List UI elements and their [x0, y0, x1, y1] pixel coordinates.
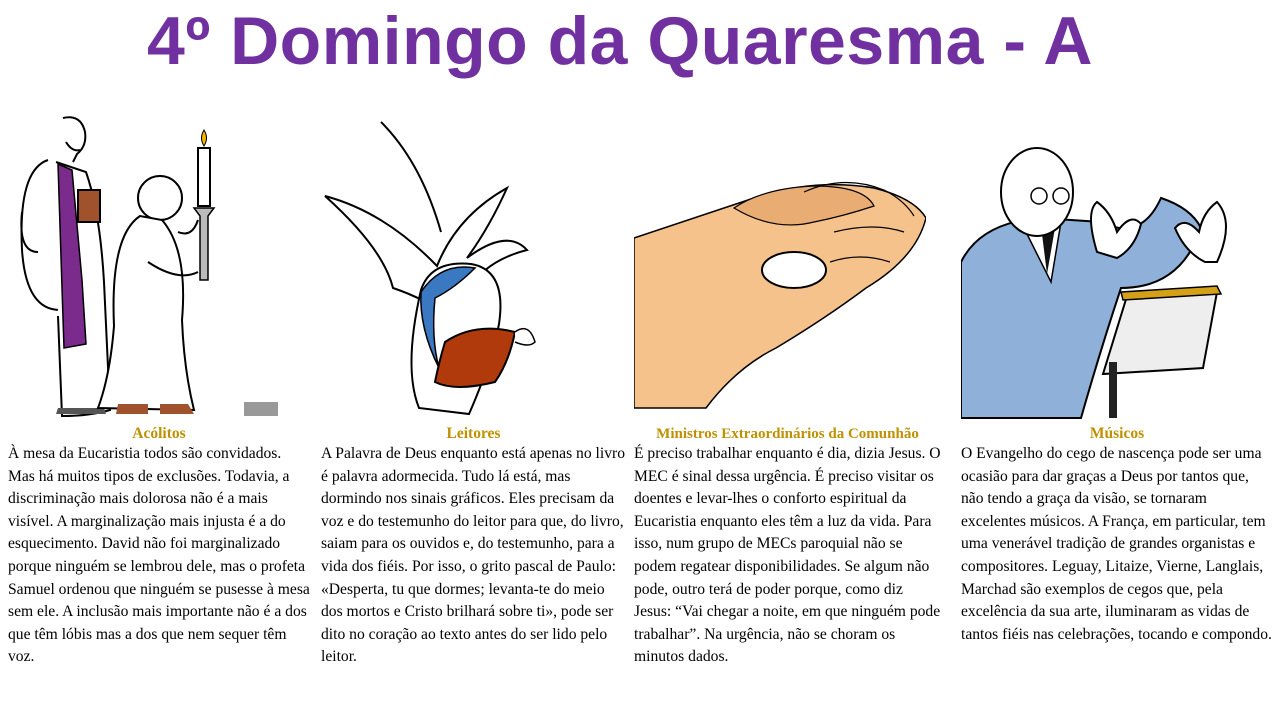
reader-illustration: [321, 112, 571, 422]
section-text: A Palavra de Deus enquanto está apenas no livro é palavra adormecida. Tudo lá está, mas dormindo nos sinais gráficos. Eles precisam da voz e do testemunho do leitor para que, do livro, saiam para os ouvidos e, do testemunho, para a vida dos fiéis. Por isso, o grito pascal de Paulo: «Desperta, tu que dormes; levanta-te do meio dos mortos e Cristo brilhará sobre ti», pode ser dito no coração ao texto antes do ser lido pelo leitor.: [321, 445, 625, 666]
organist-illustration: [961, 112, 1251, 422]
section-text: O Evangelho do cego de nascença pode ser uma ocasião para dar graças a Deus por tantos que, não tendo a graça da visão, se tornaram excelentes músicos. A França, em particular, tem uma venerável tradição de grandes organistas e compositores. Leguay, Litaize, Vierne, Langlais, Marchad são exemplos de cegos que, pela excelência da sua arte, iluminaram as vidas de tantos fiéis nas celebrações, tocando e compondo.: [961, 445, 1272, 643]
section-heading: Leitores: [446, 425, 501, 442]
section-text: À mesa da Eucaristia todos são convidados. Mas há muitos tipos de exclusões. Todavia, a discriminação mais dolorosa não é a mais visível. A marginalização mais injusta é a do esquecimento. David não foi marginalizado porque ninguém se lembrou dele, mas o profeta Samuel ordenou que ninguém se pusesse à mesa sem ele. A inclusão mais importante não é a dos que têm lóbis mas a dos que nem sequer têm voz.: [8, 445, 310, 666]
section-heading: Acólitos: [132, 425, 186, 442]
page-title: 4º Domingo da Quaresma - A: [147, 3, 1093, 79]
section-heading: Músicos: [1089, 425, 1145, 442]
section-text: É preciso trabalhar enquanto é dia, dizia Jesus. O MEC é sinal dessa urgência. É preciso visitar os doentes e levar-lhes o conforto espiritual da Eucaristia enquanto eles têm a luz da vida. Para isso, num grupo de MECs paroquial não se podem regatear disponibilidades. Se algum não pode, outro terá de poder porque, como diz Jesus: “Vai chegar a noite, em que ninguém pode trabalhar”. Na urgência, não se choram os minutos dados.: [634, 445, 941, 666]
acolytes-illustration: [8, 112, 278, 422]
section-leitores: [321, 112, 626, 718]
section-ministros: [634, 112, 941, 718]
section-acolitos: [8, 112, 310, 718]
section-heading: Ministros Extraordinários da Comunhão: [656, 426, 919, 442]
section-musicos: [961, 112, 1273, 718]
hands-host-illustration: [634, 112, 926, 422]
